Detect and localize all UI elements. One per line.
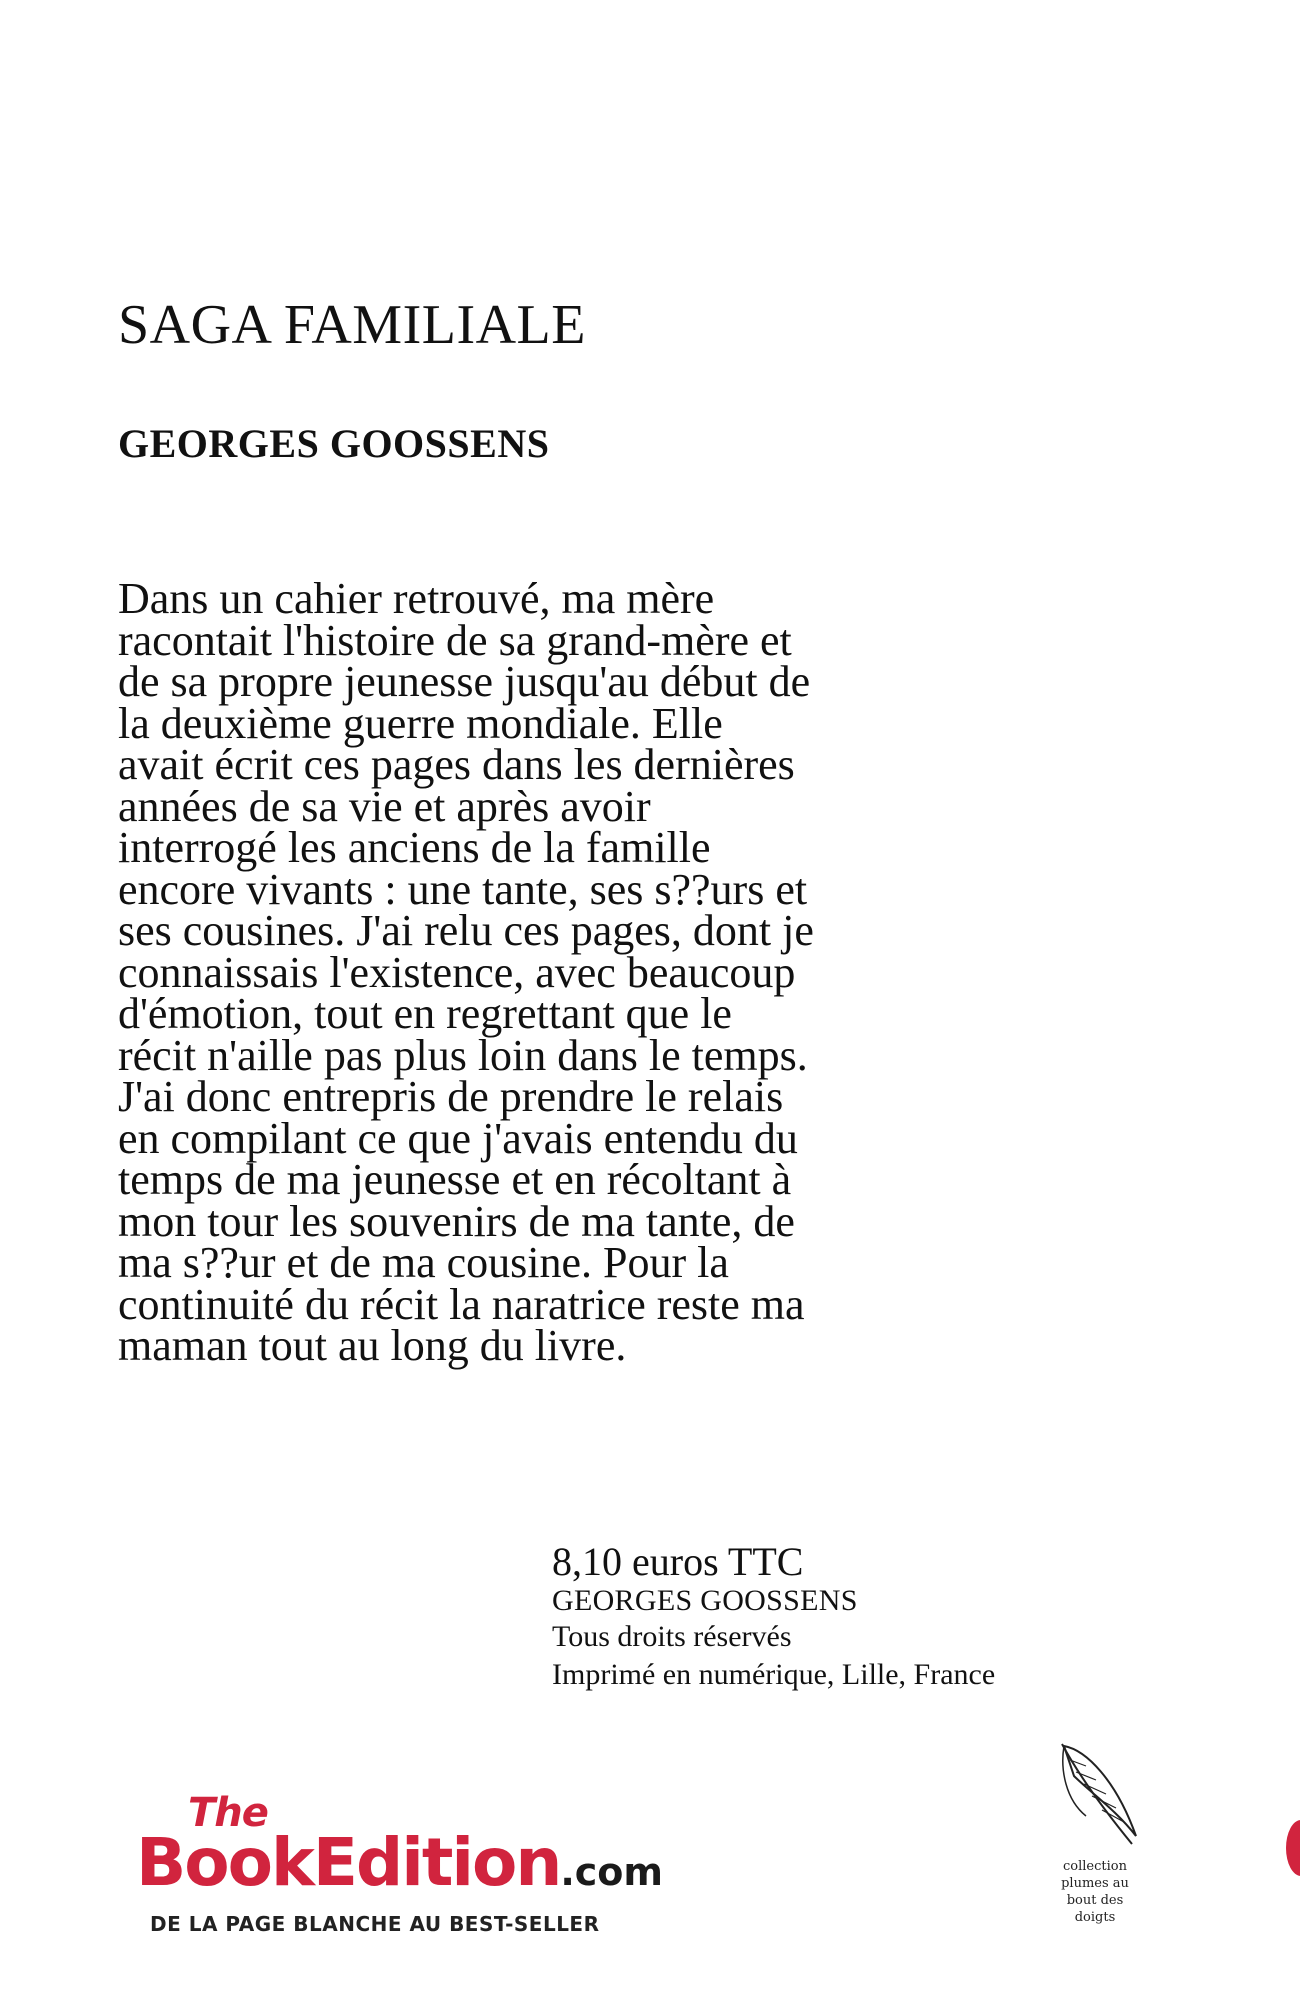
colophon: [552, 1540, 1152, 1694]
blurb-line: interrogé les anciens de la famille: [118, 823, 711, 872]
blurb-line: maman tout au long du livre.: [118, 1321, 627, 1370]
blurb-line: ses cousines. J'ai relu ces pages, dont je: [118, 906, 814, 955]
logo-domain: .com: [560, 1850, 664, 1894]
rights-notice: Tous droits réservés: [552, 1620, 792, 1653]
blurb-line: ma s??ur et de ma cousine. Pour la: [118, 1238, 729, 1287]
blurb-line: de sa propre jeunesse jusqu'au début de: [118, 657, 811, 706]
collection-line: bout des: [1066, 1893, 1124, 1908]
blurb-line: J'ai donc entrepris de prendre le relais: [118, 1072, 784, 1121]
blurb-line: années de sa vie et après avoir: [118, 781, 651, 831]
collection-mark: [1040, 1740, 1180, 1980]
blurb-line: avait écrit ces pages dans les dernières: [118, 740, 795, 789]
blurb-line: racontait l'histoire de sa grand-mère et: [118, 615, 792, 665]
blurb-line: la deuxième guerre mondiale. Elle: [118, 698, 723, 748]
logo-tagline: DE LA PAGE BLANCHE AU BEST-SELLER: [150, 1912, 600, 1936]
logo-the: The: [188, 1790, 268, 1836]
book-author: GEORGES GOOSSENS: [118, 421, 550, 466]
collection-line: plumes au: [1061, 1876, 1129, 1891]
blurb-line: mon tour les souvenirs de ma tante, de: [118, 1196, 795, 1246]
publisher-logo: [136, 1790, 736, 1940]
blurb-line: continuité du récit la naratrice reste ma: [118, 1279, 805, 1329]
collection-line: doigts: [1074, 1910, 1116, 1925]
colophon-author: GEORGES GOOSSENS: [552, 1584, 858, 1617]
blurb-line: temps de ma jeunesse et en récoltant à: [118, 1155, 792, 1204]
quill-icon: [1056, 1740, 1146, 1850]
price: 8,10 euros TTC: [552, 1539, 804, 1584]
blurb-line: Dans un cahier retrouvé, ma mère: [118, 574, 715, 623]
blurb-line: récit n'aille pas plus loin dans le temps.: [118, 1030, 808, 1080]
logo-wordmark: [136, 1824, 664, 1901]
blurb-line: connaissais l'existence, avec beaucoup: [118, 947, 796, 997]
blurb-line: encore vivants : une tante, ses s??urs et: [118, 864, 808, 914]
logo-name: BookEdition: [136, 1824, 561, 1901]
print-notice: Imprimé en numérique, Lille, France: [552, 1658, 996, 1691]
edge-mark: [1286, 1820, 1300, 1876]
blurb-line: en compilant ce que j'avais entendu du: [118, 1113, 798, 1163]
blurb: [118, 574, 978, 1370]
blurb-line: d'émotion, tout en regrettant que le: [118, 989, 732, 1038]
collection-line: collection: [1063, 1859, 1127, 1874]
book-title: SAGA FAMILIALE: [118, 294, 586, 356]
collection-label: [1040, 1858, 1150, 1926]
